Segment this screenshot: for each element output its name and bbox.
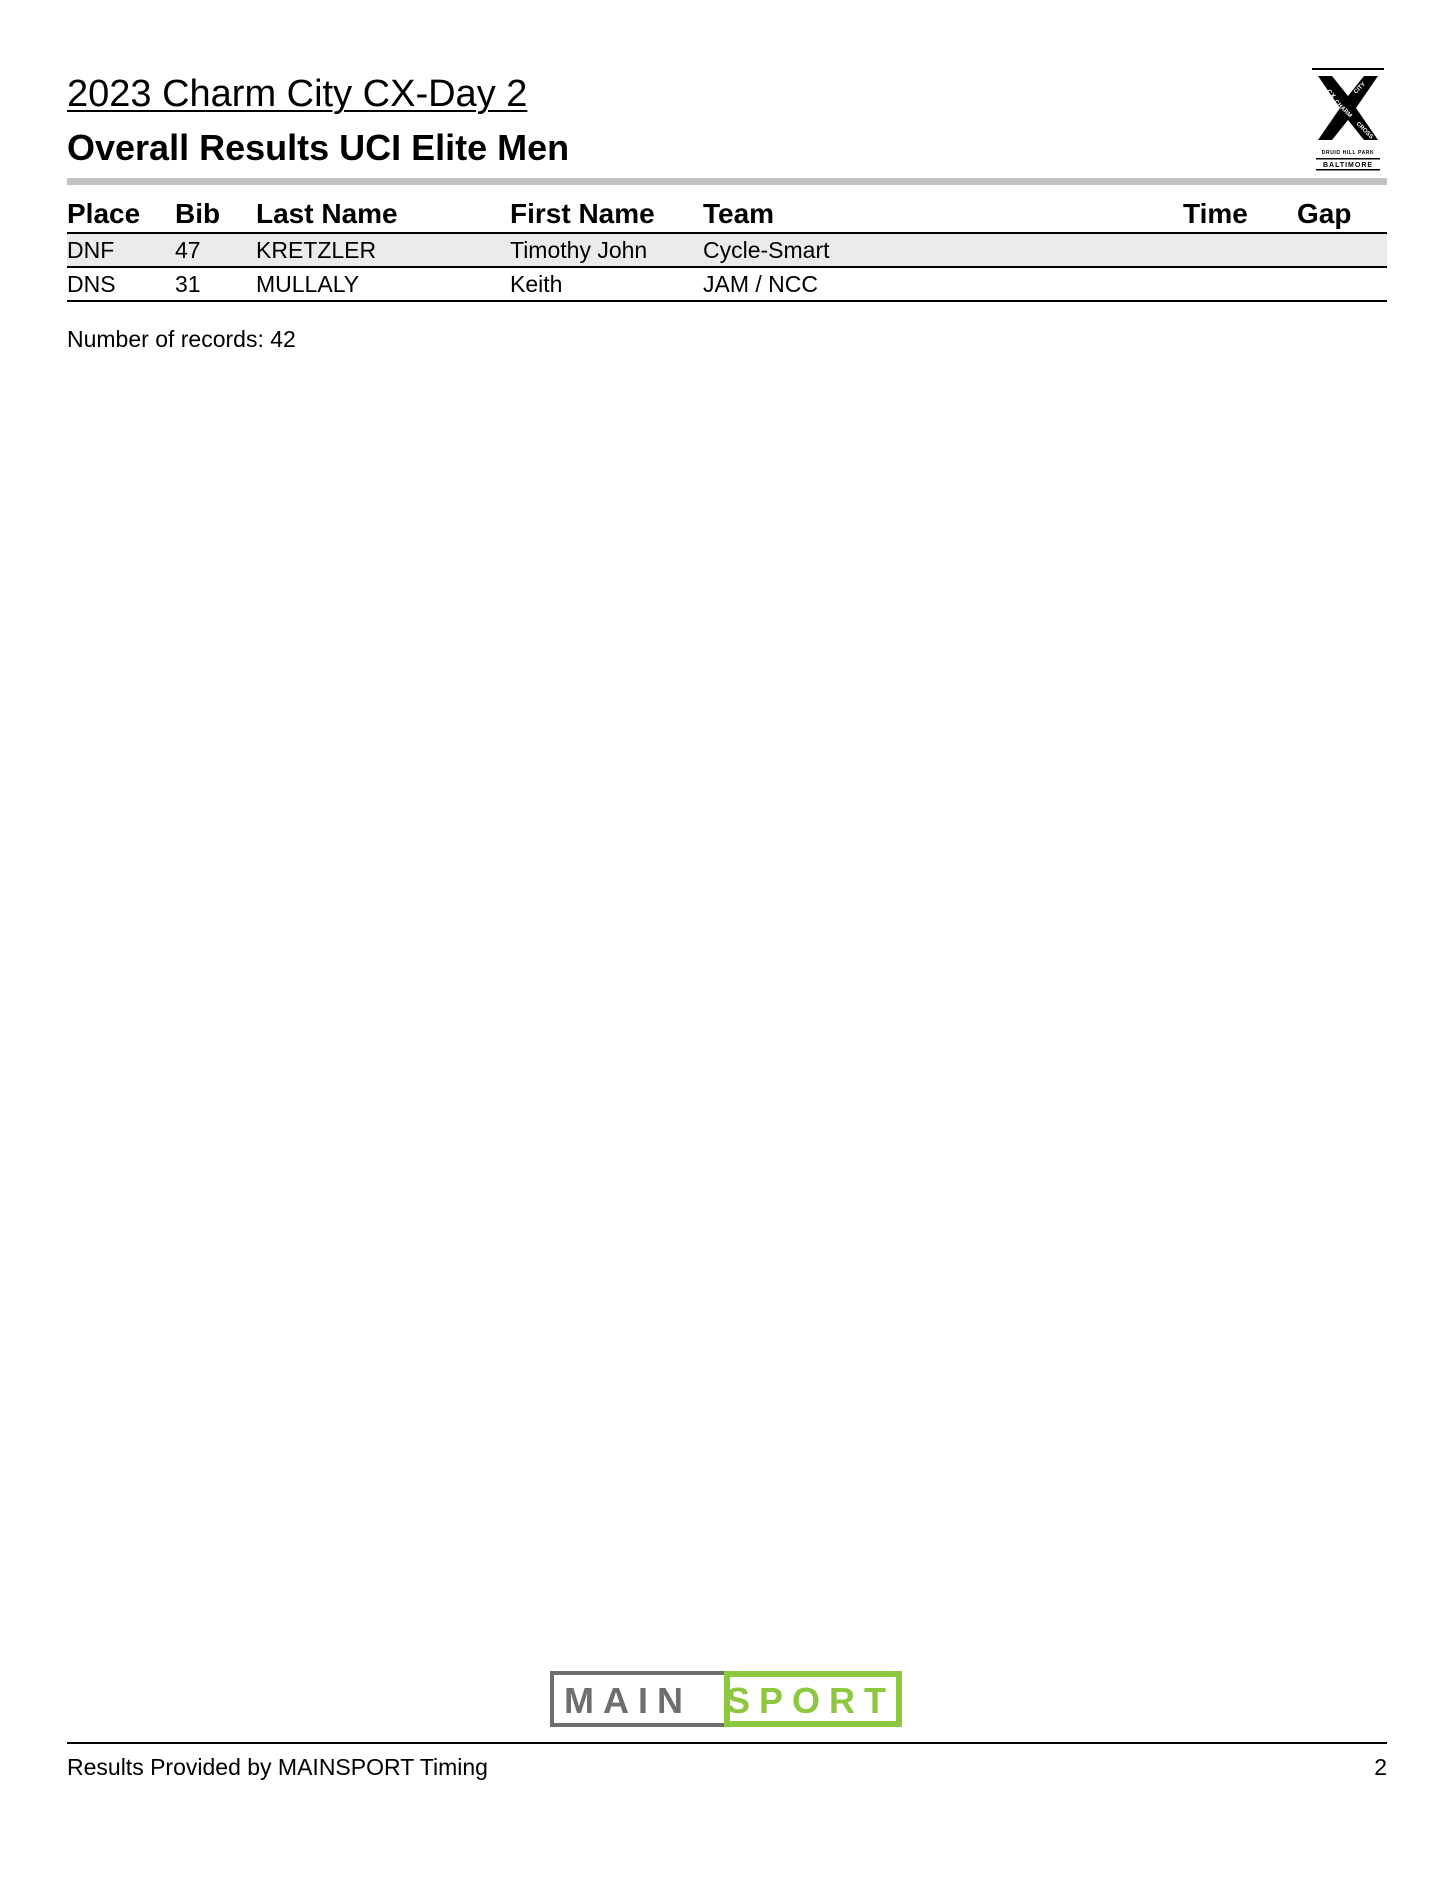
table-row (67, 267, 1387, 301)
race-title: Overall Results UCI Elite Men (67, 127, 570, 168)
cell-first-name: Keith (510, 267, 703, 301)
footer-credit: Results Provided by MAINSPORT Timing (67, 1754, 488, 1780)
column-header-team: Team (703, 190, 1183, 233)
mainsport-right-text: SPORT (726, 1680, 896, 1721)
cell-team: JAM / NCC (703, 267, 1183, 301)
column-header-gap: Gap (1297, 190, 1387, 233)
record-count: Number of records: 42 (67, 326, 296, 352)
cell-first-name: Timothy John (510, 233, 703, 267)
event-title: 2023 Charm City CX-Day 2 (67, 73, 528, 115)
report-header (67, 70, 1387, 172)
cell-place: DNS (67, 267, 175, 301)
cell-bib: 47 (175, 233, 256, 267)
cell-bib: 31 (175, 267, 256, 301)
column-header-last-name: Last Name (256, 190, 510, 233)
svg-text:CX: CX (1324, 88, 1337, 101)
column-header-bib: Bib (175, 190, 256, 233)
footer-divider (67, 1742, 1387, 1744)
table-row (67, 233, 1387, 267)
mainsport-left-text: MAIN (564, 1680, 692, 1721)
column-header-time: Time (1183, 190, 1297, 233)
svg-text:DRUID HILL PARK: DRUID HILL PARK (1321, 150, 1375, 156)
page-number: 2 (1374, 1754, 1387, 1780)
table-header-row (67, 190, 1387, 233)
column-header-first-name: First Name (510, 190, 703, 233)
cell-last-name: KRETZLER (256, 233, 510, 267)
header-divider (67, 178, 1387, 185)
cell-last-name: MULLALY (256, 267, 510, 301)
cell-team: Cycle-Smart (703, 233, 1183, 267)
cell-place: DNF (67, 233, 175, 267)
svg-text:CITY: CITY (1353, 81, 1368, 96)
cell-time (1183, 267, 1297, 301)
charm-city-cross-logo (1312, 68, 1384, 172)
cell-time (1183, 233, 1297, 267)
mainsport-logo (550, 1671, 902, 1727)
results-table (67, 190, 1387, 302)
cell-gap (1297, 233, 1387, 267)
svg-text:BALTIMORE: BALTIMORE (1322, 162, 1374, 169)
cell-gap (1297, 267, 1387, 301)
column-header-place: Place (67, 190, 175, 233)
svg-text:CROSS: CROSS (1354, 121, 1374, 141)
svg-text:CHARM: CHARM (1332, 99, 1353, 120)
